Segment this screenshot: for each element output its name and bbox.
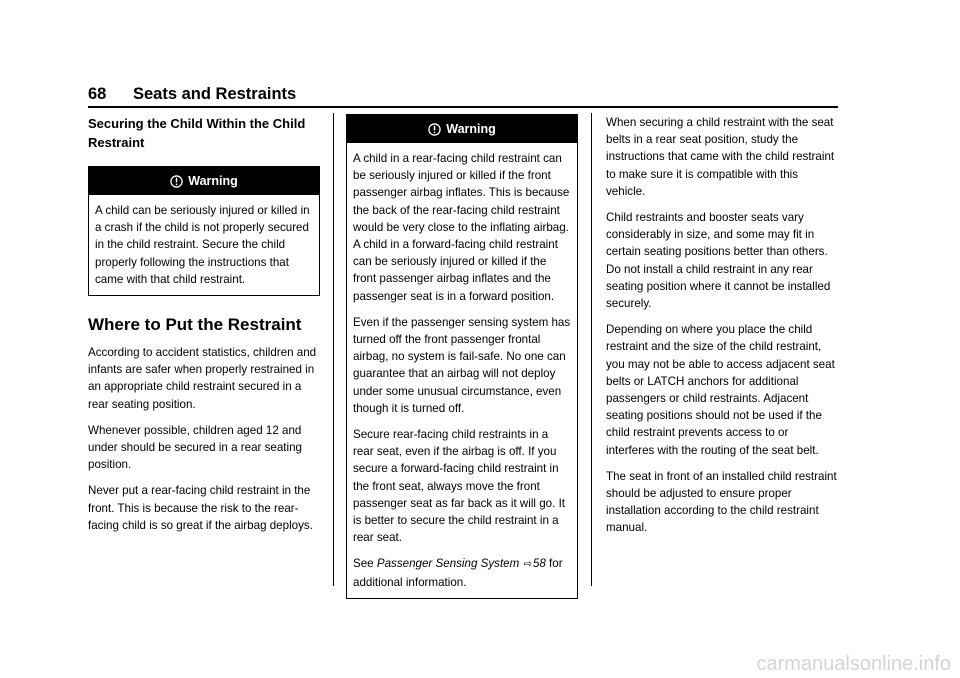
see-reference xyxy=(353,555,571,590)
paragraph: When securing a child restraint with the seat belts in a rear seat position, study the instructions that came with the child restraint to make sure it is compatible with this vehicle. xyxy=(606,116,835,198)
warning-header-1 xyxy=(89,167,319,195)
warning-paragraph: Even if the passenger sensing system has turned off the front passenger frontal airbag, no system is fail-safe. No one can guarantee that an airbag will not deploy under some unusual circumstance, even though it is turned off. xyxy=(353,315,571,415)
watermark: carmanualsonline.info xyxy=(756,653,951,675)
warning-text-1: A child can be seriously injured or killed in a crash if the child is not properly secured in the child restraint. Secure the child properly following the instructions that came with that child restraint. xyxy=(95,204,310,286)
warning-header-2 xyxy=(347,115,577,143)
warning-title-2: Warning xyxy=(446,122,496,136)
warning-body-1 xyxy=(89,195,319,295)
warning-paragraph: A child in a rear-facing child restraint can be seriously injured or killed if the front passenger airbag inflates. This is because the back of the rear-facing child restraint would be very close to the inflating airbag. A child in a forward-facing child restraint can be seriously injured or killed if the front passenger airbag inflates and the passenger seat is in a forward position. xyxy=(353,152,570,303)
page-reference-arrow-icon: ⇨ xyxy=(523,559,532,571)
section-heading-where-to-put: Where to Put the Restraint xyxy=(88,315,302,335)
see-prefix: See xyxy=(353,557,377,571)
passenger-sensing-system-link[interactable]: Passenger Sensing System xyxy=(376,557,520,571)
column-3 xyxy=(606,114,838,546)
paragraph: Child restraints and booster seats vary considerably in size, and some may fit in certain seating positions better than others. Do not install a child restraint in any rear seating position where it cannot be installed securely. xyxy=(606,211,831,311)
warning-paragraph: Secure rear-facing child restraints in a rear seat, even if the airbag is off. If you secure a forward-facing child restraint in the front seat, always move the front passenger seat as far back as it will go. It is better to secure the child restraint in a rear seat. xyxy=(353,428,566,545)
column-2 xyxy=(346,114,578,599)
column-1 xyxy=(88,114,320,543)
warning-box-2 xyxy=(346,114,578,599)
paragraph: Depending on where you place the child restraint and the size of the child restraint, you may not be able to access adjacent seat belts or LATCH anchors for additional passengers or child restraints. Adjacent seating positions should not be used if the child restraint prevents access to or interferes with the routing of the seat belt. xyxy=(606,323,835,457)
paragraph: Whenever possible, children aged 12 and under should be secured in a rear seating position. xyxy=(88,423,302,472)
warning-title-1: Warning xyxy=(188,174,238,188)
page-number: 68 xyxy=(88,85,107,103)
column-divider-2 xyxy=(591,113,592,586)
warning-icon xyxy=(428,123,441,136)
reference-page-number: 58 xyxy=(532,557,546,571)
paragraph: Never put a rear-facing child restraint in the front. This is because the risk to the rear-facing child is so great if the airbag deploys. xyxy=(88,484,313,532)
warning-icon xyxy=(170,175,183,188)
warning-box-1 xyxy=(88,166,320,296)
section-title: Seats and Restraints xyxy=(133,85,297,103)
see-suffix: for additional information. xyxy=(353,557,563,589)
subheading-securing-child: Securing the Child Within the Child Restraint xyxy=(88,116,306,150)
column-divider-1 xyxy=(333,113,334,586)
paragraph: The seat in front of an installed child restraint should be adjusted to ensure proper installation according to the child restraint manual. xyxy=(606,469,837,535)
page-header xyxy=(88,84,838,108)
paragraph: According to accident statistics, children and infants are safer when properly restrained in an appropriate child restraint secured in a rear seating position. xyxy=(88,346,317,411)
warning-body-2 xyxy=(347,143,577,598)
